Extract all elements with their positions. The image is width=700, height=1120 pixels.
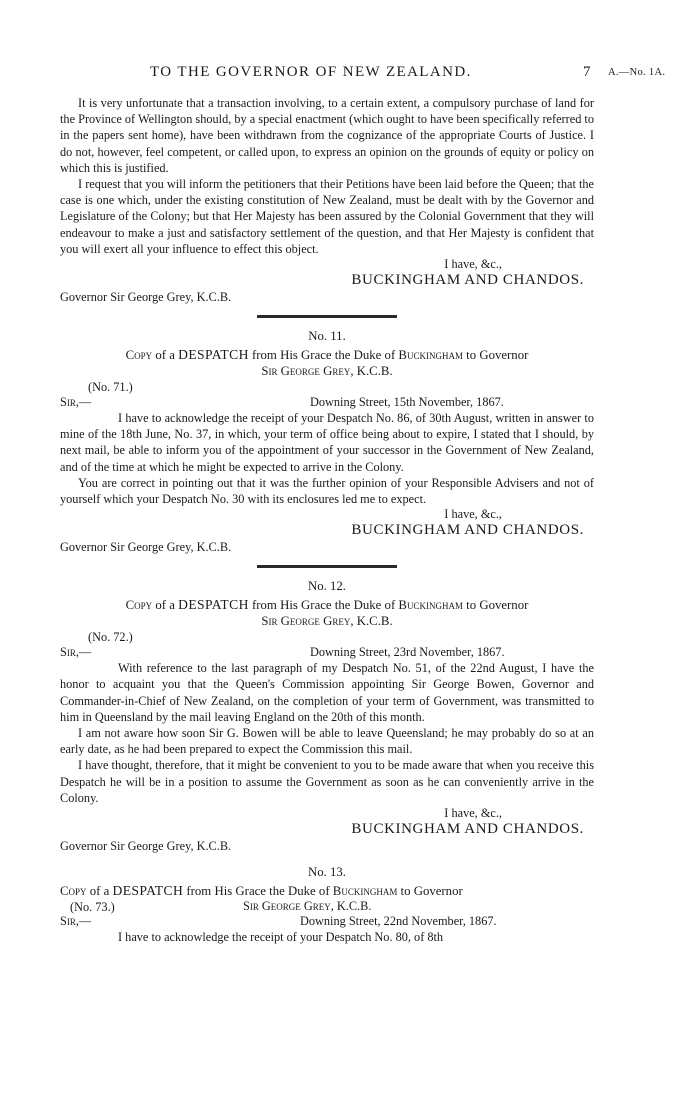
- despatch-heading-recipient: Sir George Grey, K.C.B.: [261, 614, 393, 629]
- salutation: Sir,—: [60, 645, 92, 660]
- page-header: [0, 64, 700, 88]
- closing-formula: I have, &c.,: [444, 507, 502, 522]
- despatch-heading-recipient: Sir George Grey, K.C.B.: [243, 899, 372, 914]
- signature: BUCKINGHAM AND CHANDOS.: [351, 522, 584, 539]
- closing-formula: I have, &c.,: [444, 806, 502, 821]
- despatch-heading-recipient: Sir George Grey, K.C.B.: [261, 364, 393, 379]
- despatch-reference: (No. 72.): [88, 630, 133, 645]
- addressee: Governor Sir George Grey, K.C.B.: [60, 290, 232, 305]
- despatch-12: [60, 578, 594, 854]
- despatch-number: No. 11.: [308, 329, 346, 344]
- dateline: Downing Street, 22nd November, 1867.: [300, 914, 497, 929]
- body-paragraph: I have thought, therefore, that it might be convenient to you to be made aware that when you receive this Despatch he will be in a position to assume the Government as soon as he can conveniently arrive in the Colony.: [60, 758, 594, 805]
- despatch-number: No. 13.: [307, 865, 347, 880]
- dateline: Downing Street, 15th November, 1867.: [310, 395, 504, 410]
- body-paragraph: I request that you will inform the petitioners that their Petitions have been laid before the Queen; that the case is one which, under the existing constitution of New Zealand, must be dealt with by the Governor and Legislature of the Colony; but that Her Majesty has been assured by the Colonial Government that they will endeavour to make a just and satisfactory settlement of the question, and that Her Majesty is confident that you will exert all your influence to effect this object.: [60, 177, 594, 256]
- despatch-13: [60, 864, 594, 945]
- body-paragraph: You are correct in pointing out that it was the further opinion of your Responsible Advisers and not of yourself which your Despatch No. 30 with its enclosures led me to expect.: [60, 475, 594, 507]
- salutation-line: [60, 645, 594, 660]
- salutation-line: [60, 914, 594, 929]
- closing-formula: I have, &c.,: [444, 257, 502, 272]
- section-divider: [257, 315, 397, 318]
- document-body: [60, 95, 594, 945]
- body-paragraph: With reference to the last paragraph of my Despatch No. 51, of the 22nd August, I have the honor to acquaint you that the Queen's Commission appointing Sir George Bowen, Governor and Commander-in-Chief of New Zealand, on the completion of your term of Government, was transmitted to him in Queensland by the mail leaving England on the 20th of this month.: [60, 661, 594, 724]
- signature: BUCKINGHAM AND CHANDOS.: [351, 272, 584, 289]
- signature: BUCKINGHAM AND CHANDOS.: [351, 821, 584, 838]
- salutation: Sir,—: [60, 914, 92, 929]
- body-paragraph: It is very unfortunate that a transaction involving, to a certain extent, a compulsory purchase of land for the Province of Wellington should, by a special enactment (which ought to have been specifically referred to in the papers sent home), have been withdrawn from the cognizance of the appropriate Courts of Justice. I do not, however, feel competent, or called upon, to express an opinion on the grounds of equity or policy on which this is justified.: [60, 96, 594, 175]
- salutation: Sir,—: [60, 395, 92, 410]
- dateline: Downing Street, 23rd November, 1867.: [310, 645, 505, 660]
- page-number: 7: [583, 64, 591, 80]
- despatch-11: [60, 328, 594, 568]
- despatch-reference: (No. 73.): [70, 900, 115, 915]
- addressee: Governor Sir George Grey, K.C.B.: [60, 839, 232, 854]
- salutation-line: [60, 395, 594, 410]
- despatch-reference: (No. 71.): [88, 380, 133, 395]
- section-divider: [257, 565, 397, 568]
- despatch-number: No. 12.: [307, 579, 347, 594]
- despatch-heading: Copy of a DESPATCH from His Grace the Duke of Buckingham to Governor: [125, 347, 529, 363]
- despatch-heading: Copy of a DESPATCH from His Grace the Duke of Buckingham to Governor: [60, 883, 463, 899]
- body-paragraph: I have to acknowledge the receipt of your Despatch No. 86, of 30th August, written in answer to mine of the 18th June, No. 37, in which, your term of office being about to expire, I stated that I should, by next mail, be able to inform you of the appointment of your successor in the Government of New Zealand, and of the time at which he might be expected to arrive in the Colony.: [60, 411, 594, 474]
- running-title: TO THE GOVERNOR OF NEW ZEALAND.: [150, 64, 472, 80]
- despatch-heading: Copy of a DESPATCH from His Grace the Duke of Buckingham to Governor: [125, 597, 529, 613]
- reference-line: [60, 899, 594, 914]
- body-paragraph: I am not aware how soon Sir G. Bowen will be able to leave Queensland; he may probably do so at an early date, as he had been prepared to expect the Commission this mail.: [60, 726, 594, 757]
- body-paragraph: I have to acknowledge the receipt of your Despatch No. 80, of 8th: [118, 930, 444, 945]
- addressee: Governor Sir George Grey, K.C.B.: [60, 540, 232, 555]
- document-reference: A.—No. 1A.: [608, 67, 666, 78]
